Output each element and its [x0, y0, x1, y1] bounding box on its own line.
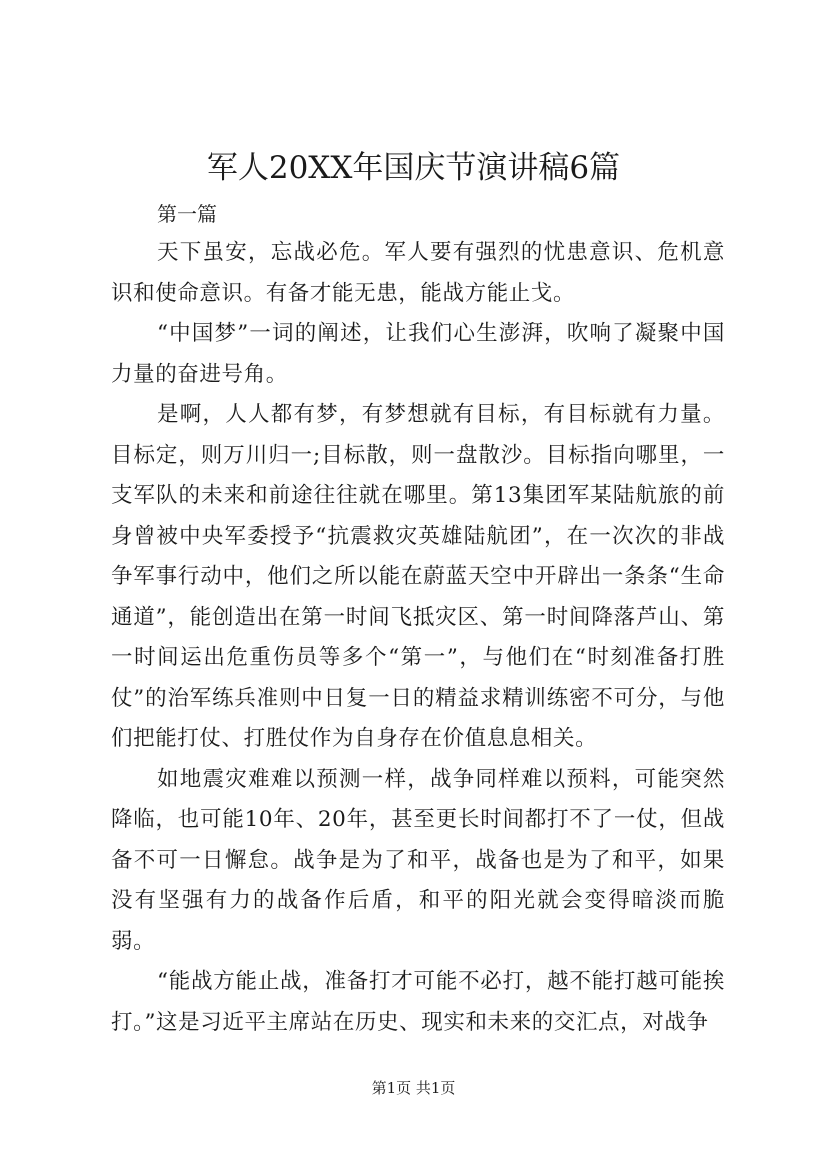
- paragraph-1: 天下虽安，忘战必危。军人要有强烈的忧患意识、危机意识和使命意识。有备才能无患，能战方能止戈。: [111, 240, 725, 306]
- document-title: 军人20XX年国庆节演讲稿6篇: [206, 150, 621, 186]
- page-footer: 第1页 共1页: [371, 1079, 456, 1097]
- paragraph-3: 是啊，人人都有梦，有梦想就有目标，有目标就有力量。目标定，则万川归一;目标散，则一盘散沙。目标指向哪里，一支军队的未来和前途往往就在哪里。第13集团军某陆航旅的前身曾被中央军委授予“抗震救灾英雄陆航团”，在一次次的非战争军事行动中，他们之所以能在蔚蓝天空中开辟出一条条“生命通道”，能创造出在第一时间飞抵灾区、第一时间降落芦山、第一时间运出危重伤员等多个“第一”，与他们在“时刻准备打胜仗”的治军练兵准则中日复一日的精益求精训练密不可分，与他们把能打仗、打胜仗作为自身存在价值息息相关。: [111, 402, 725, 751]
- paragraph-4: 如地震灾难难以预测一样，战争同样难以预料，可能突然降临，也可能10年、20年，甚至更长时间都打不了一仗，但战备不可一日懈怠。战争是为了和平，战备也是为了和平，如果没有坚强有力的战备作后盾，和平的阳光就会变得暗淡而脆弱。: [111, 766, 725, 954]
- paragraph-2: “中国梦”一词的阐述，让我们心生澎湃，吹响了凝聚中国力量的奋进号角。: [111, 321, 725, 387]
- paragraph-5: “能战方能止战，准备打才可能不必打，越不能打越可能挨打。”这是习近平主席站在历史、现实和未来的交汇点，对战争: [111, 969, 725, 1035]
- document-body: [111, 196, 725, 1043]
- section-heading: 第一篇: [157, 202, 217, 226]
